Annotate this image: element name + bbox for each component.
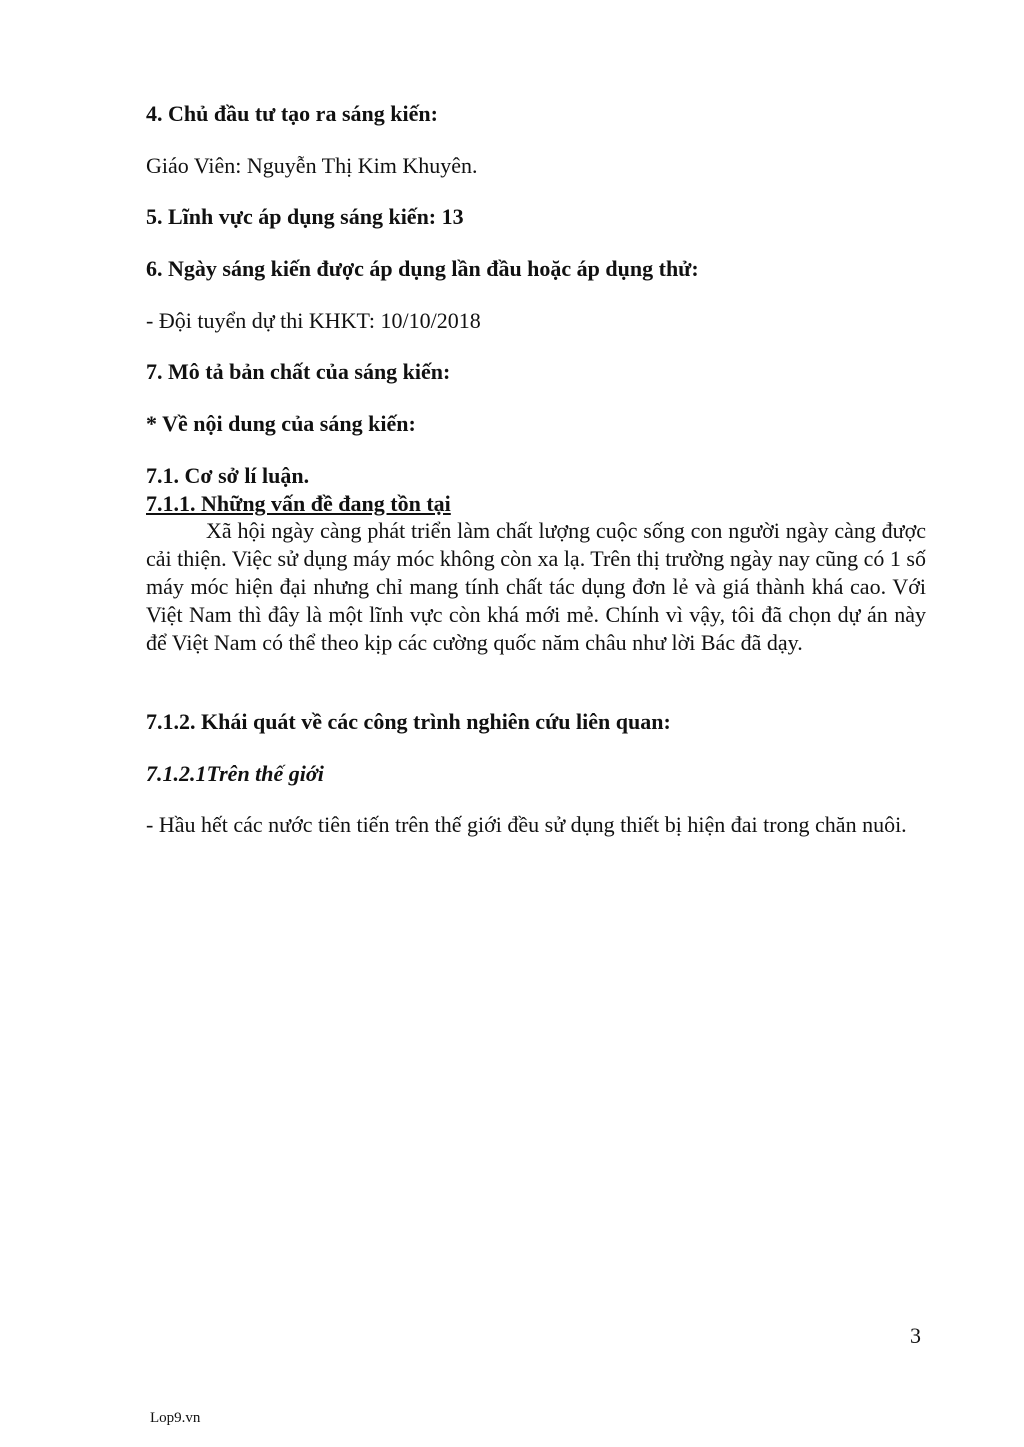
section-5-heading: 5. Lĩnh vực áp dụng sáng kiến: 13 — [146, 204, 464, 229]
section-7-heading: 7. Mô tả bản chất của sáng kiến: — [146, 359, 451, 384]
section-7-1-2-1-heading: 7.1.2.1Trên thế giới — [146, 761, 324, 786]
section-4-body: Giáo Viên: Nguyễn Thị Kim Khuyên. — [146, 153, 478, 178]
section-7-1-1-paragraph: Xã hội ngày càng phát triển làm chất lượng cuộc sống con người ngày càng được cải thiện. Việc sử dụng máy móc không còn xa lạ. Trên thị trường ngày nay cũng có 1 số máy móc hiện đại nhưng chỉ mang tính chất tác dụng đơn lẻ và giá thành khá cao. Với Việt Nam thì đây là một lĩnh vực còn khá mới mẻ. Chính vì vậy, tôi đã chọn dự án này để Việt Nam có thể theo kịp các cường quốc năm châu như lời Bác đã dạy. — [146, 518, 926, 655]
section-4-heading: 4. Chủ đầu tư tạo ra sáng kiến: — [146, 101, 438, 126]
section-7-1-heading: 7.1. Cơ sở lí luận. — [146, 463, 310, 488]
section-6-heading: 6. Ngày sáng kiến được áp dụng lần đầu hoặc áp dụng thử: — [146, 256, 699, 281]
section-7-1-1-heading: 7.1.1. Những vấn đề đang tồn tại — [146, 491, 451, 516]
section-6-body: - Đội tuyển dự thi KHKT: 10/10/2018 — [146, 308, 481, 333]
content-heading: * Về nội dung của sáng kiến: — [146, 411, 416, 436]
page-number: 3 — [910, 1323, 921, 1348]
section-7-1-2-1-paragraph: - Hầu hết các nước tiên tiến trên thế giới đều sử dụng thiết bị hiện đai trong chăn nuôi. — [146, 812, 907, 837]
footer-source: Lop9.vn — [150, 1410, 201, 1426]
section-7-1-2-heading: 7.1.2. Khái quát về các công trình nghiên cứu liên quan: — [146, 709, 671, 734]
